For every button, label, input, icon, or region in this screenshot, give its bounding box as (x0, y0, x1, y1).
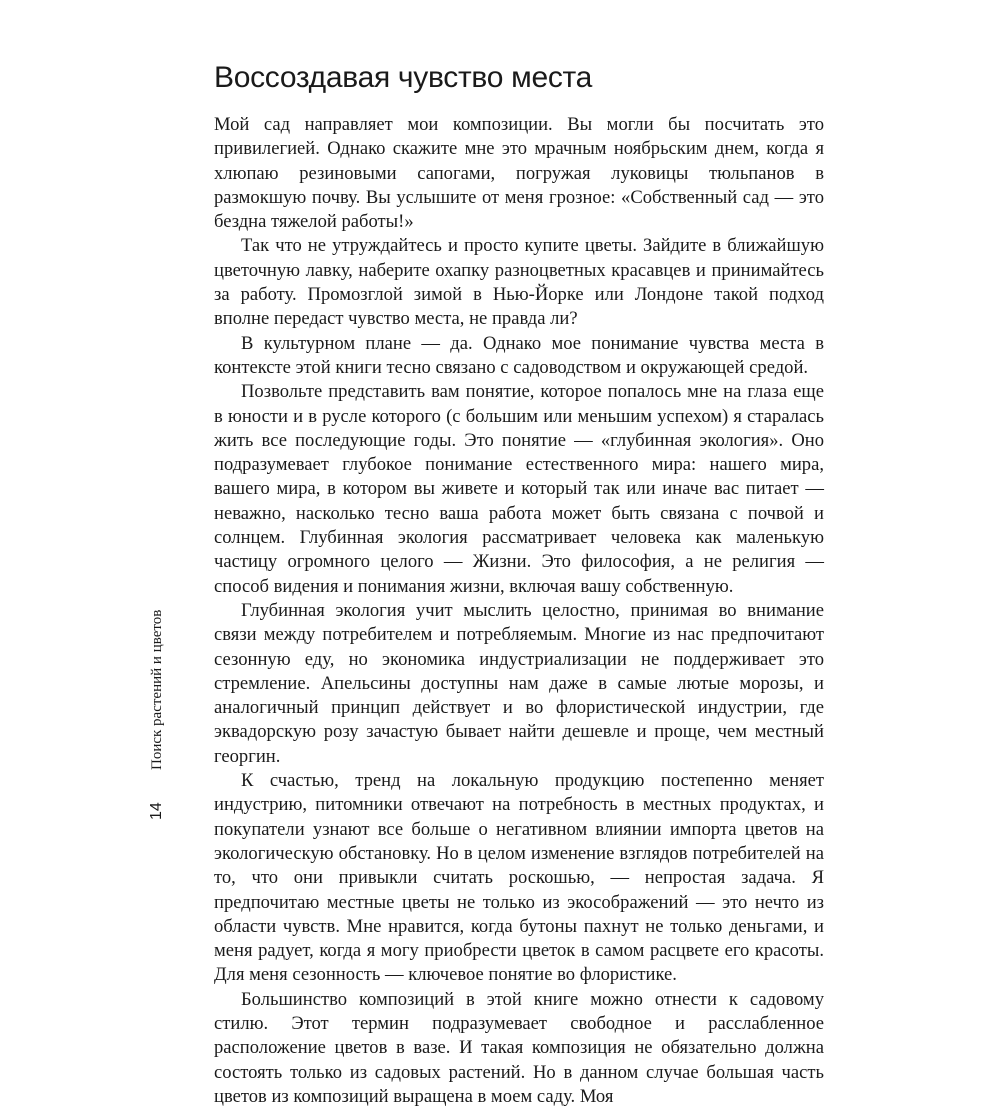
paragraph: Позвольте представить вам понятие, которое попалось мне на глаза еще в юности и в русле которого (с большим или меньшим успехом) я старалась жить все последующие годы. Это понятие — «глубинная экология». Оно подразумевает глубокое понимание естественного мира: нашего мира, вашего мира, в котором вы живете и который так или иначе вас питает — неважно, насколько тесно ваша работа может быть связана с почвой и солнцем. Глубинная экология рассматривает человека как маленькую частицу огромного целого — Жизни. Это философия, а не религия — способ видения и понимания жизни, включая вашу собственную. (214, 381, 824, 597)
paragraph: Так что не утруждайтесь и просто купите цветы. Зайдите в ближайшую цветочную лавку, наберите охапку разноцветных красавцев и принимайтесь за работу. Промозглой зимой в Нью-Йорке или Лондоне такой подход вполне передаст чувство места, не правда ли? (214, 235, 824, 330)
paragraph: Большинство композиций в этой книге можно отнести к садовому стилю. Этот термин подразумевает свободное и расслабленное расположение цветов в вазе. И такая композиция не обязательно должна состоять только из садовых растений. Но в данном случае большая часть цветов из композиций выращена в моем саду. Моя (214, 988, 824, 1107)
body-text (214, 113, 824, 1109)
running-head: Поиск растений и цветов (149, 609, 165, 770)
paragraph: В культурном плане — да. Однако мое понимание чувства места в контексте этой книги тесно связано с садоводством и окружающей средой. (214, 332, 824, 378)
paragraph: Глубинная экология учит мыслить целостно, принимая во внимание связи между потребителем и потребляемым. Многие из нас предпочитают сезонную еду, но экономика индустриализации не поддерживает это стремление. Апельсины доступны нам даже в самые лютые морозы, и аналогичный принцип действует и во флористической индустрии, где эквадорскую розу зачастую бывает найти дешевле и проще, чем местный георгин. (214, 599, 824, 767)
paragraph: К счастью, тренд на локальную продукцию постепенно меняет индустрию, питомники отвечают на потребность в местных продуктах, и покупатели узнают все больше о негативном влиянии импорта цветов на экологическую обстановку. Но в целом изменение взглядов потребителей на то, что они привыкли считать роскошью, — непростая задача. Я предпочитаю местные цветы не только из экосображений — это нечто из области чувств. Мне нравится, когда бутоны пахнут не только деньгами, и меня радует, когда я могу приобрести цветок в самом расцвете его красоты. Для меня сезонность — ключевое понятие во флористике. (214, 770, 824, 986)
page-number: 14 (148, 802, 165, 820)
page-title: Воссоздавая чувство места (214, 61, 593, 94)
paragraph: Мой сад направляет мои композиции. Вы могли бы посчитать это привилегией. Однако скажите мне это мрачным ноябрьским днем, когда я хлюпаю резиновыми сапогами, погружая луковицы тюльпанов в размокшую почву. Вы услышите от меня грозное: «Собственный сад — это бездна тяжелой работы!» (214, 114, 824, 233)
